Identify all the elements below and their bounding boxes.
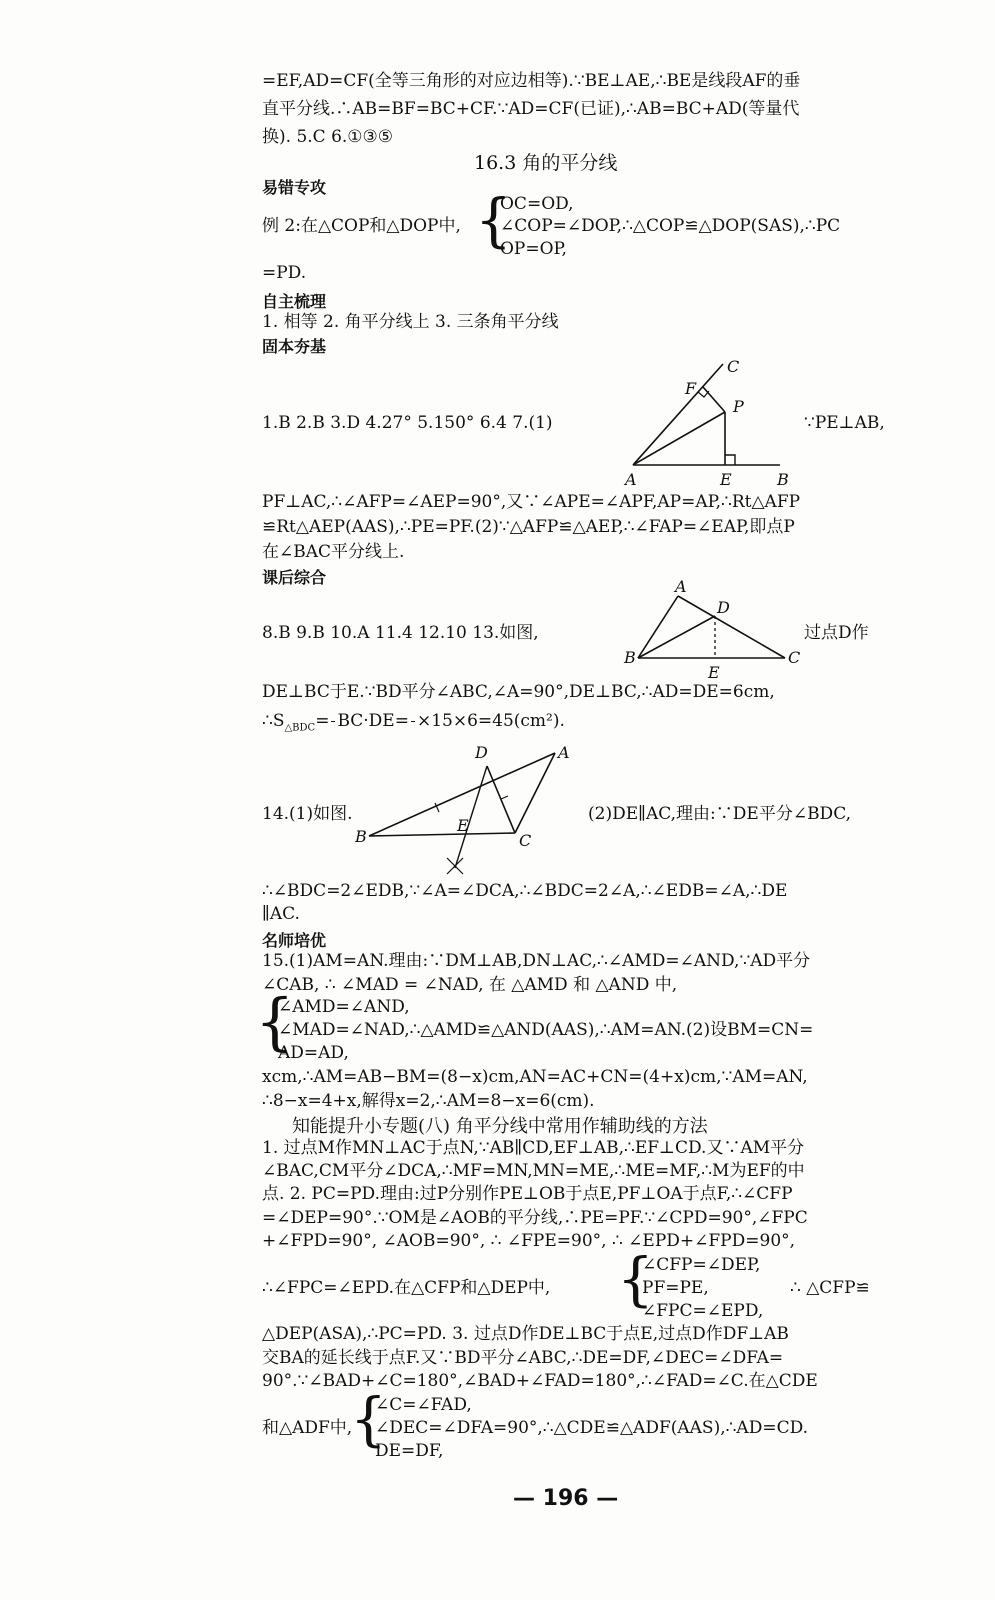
heading-guben: 固本夯基 — [262, 337, 327, 356]
heading-zizhu: 自主梳理 — [262, 292, 327, 311]
page-number: — 196 — — [513, 1486, 619, 1511]
text-line: ∠CFP=∠DEP, — [642, 1255, 761, 1275]
text-line: ∴8−x=4+x,解得x=2,∴AM=8−x=6(cm). — [262, 1091, 595, 1111]
label-B: B — [777, 470, 789, 489]
label-A: A — [625, 470, 637, 489]
text-line: 1. 过点M作MN⊥AC于点N,∵AB∥CD,EF⊥AB,∴EF⊥CD.又∵AM平分 — [262, 1138, 805, 1158]
text-line: +∠FPD=90°, ∠AOB=90°, ∴ ∠FPE=90°, ∴ ∠EPD+∠FPD=90°, — [262, 1231, 796, 1251]
text-line: (2)DE∥AC,理由:∵DE平分∠BDC, — [588, 804, 851, 824]
text-line: 换). 5.C 6.①③⑤ — [262, 127, 394, 147]
text-line: ∠MAD=∠NAD,∴△AMD≌△AND(AAS),∴AM=AN.(2)设BM=CN= — [278, 1020, 814, 1040]
text-line: ≌Rt△AEP(AAS),∴PE=PF.(2)∵△AFP≌△AEP,∴∠FAP=∠EAP,即点P — [262, 517, 795, 537]
text: = — [315, 711, 330, 731]
brace: { — [350, 1385, 387, 1453]
figure-q7 — [615, 352, 805, 492]
text-line: ∠AMD=∠AND, — [278, 997, 410, 1017]
text-line: 14.(1)如图. — [262, 804, 353, 824]
label-D: D — [717, 598, 730, 617]
text-line: OP=OP, — [500, 239, 567, 259]
text-line: ∴∠BDC=2∠EDB,∵∠A=∠DCA,∴∠BDC=2∠A,∴∠EDB=∠A,∴DE — [262, 881, 788, 901]
label-E: E — [720, 470, 732, 489]
text-line: ∠DEC=∠DFA=90°,∴△CDE≌△ADF(AAS),∴AD=CD. — [375, 1418, 809, 1438]
text-line: 点. 2. PC=PD.理由:过P分别作PE⊥OB于点E,PF⊥OA于点F,∴∠CFP — [262, 1184, 793, 1204]
text-line: ∠BAC,CM平分∠DCA,∴MF=MN,MN=ME,∴ME=MF,∴M为EF的中 — [262, 1161, 805, 1181]
text-line: 直平分线.∴AB=BF=BC+CF.∵AD=CF(已证),∴AB=BC+AD(等量代 — [262, 99, 800, 119]
numerator — [411, 721, 415, 722]
label-B: B — [624, 648, 636, 667]
text-line: 例 2:在△COP和△DOP中, — [262, 216, 461, 236]
text-line: ∠FPC=∠EPD, — [642, 1301, 764, 1321]
label-C: C — [788, 648, 801, 667]
label-E: E — [457, 816, 469, 835]
heading-kehou: 课后综合 — [262, 568, 327, 587]
text-line: 和△ADF中, — [262, 1418, 353, 1438]
text-line: PF⊥AC,∴∠AFP=∠AEP=90°,又∵∠APE=∠APF,AP=AP,∴Rt△AFP — [262, 492, 801, 512]
text-line: ∠COP=∠DOP,∴△COP≌△DOP(SAS),∴PC — [500, 216, 841, 236]
text-line: 8.B 9.B 10.A 11.4 12.10 13.如图, — [262, 623, 539, 643]
text-line: AD=AD, — [278, 1043, 349, 1063]
heading-yicuo: 易错专攻 — [262, 178, 327, 197]
label-A: A — [675, 580, 687, 596]
text-line: 15.(1)AM=AN.理由:∵DM⊥AB,DN⊥AC,∴∠AMD=∠AND,∵AD平分 — [262, 951, 811, 971]
numerator — [331, 721, 335, 722]
text-line: 1. 相等 2. 角平分线上 3. 三条角平分线 — [262, 312, 559, 332]
subscript: △BDC — [284, 722, 316, 734]
text-line: =∠DEP=90°.∵OM是∠AOB的平分线,∴PE=PF.∵∠CPD=90°,∠FPC — [262, 1208, 808, 1228]
text-line: 90°.∵∠BAD+∠C=180°,∠BAD+∠FAD=180°,∴∠FAD=∠C.在△CDE — [262, 1371, 818, 1391]
heading-mingshi: 名师培优 — [262, 931, 327, 950]
text-line: xcm,∴AM=AB−BM=(8−x)cm,AN=AC+CN=(4+x)cm,∵AM=AN, — [262, 1067, 808, 1087]
text-line: =EF,AD=CF(全等三角形的对应边相等).∵BE⊥AE,∴BE是线段AF的垂 — [262, 71, 801, 91]
text-line: ∠CAB, ∴ ∠MAD = ∠NAD, 在 △AMD 和 △AND 中, — [262, 975, 678, 995]
text-line: ∠C=∠FAD, — [375, 1395, 472, 1415]
brace: { — [255, 985, 295, 1058]
figure-q14 — [355, 738, 570, 878]
text-line: 过点D作 — [804, 623, 869, 643]
text-line — [262, 710, 565, 739]
label-A: A — [558, 743, 570, 762]
fraction — [411, 721, 415, 722]
text-line: ∥AC. — [262, 904, 300, 924]
label-F: F — [685, 379, 697, 398]
text: ×15×6=45(cm²). — [416, 711, 565, 731]
text-line: △DEP(ASA),∴PC=PD. 3. 过点D作DE⊥BC于点E,过点D作DF⊥AB — [262, 1324, 789, 1344]
label-P: P — [733, 397, 744, 416]
text-line: PF=PE, — [642, 1278, 709, 1298]
label-C: C — [727, 357, 740, 376]
text-line: ∴ △CFP≌ — [790, 1278, 870, 1298]
text-line: =PD. — [262, 263, 307, 283]
text-line: DE⊥BC于E.∵BD平分∠ABC,∠A=90°,DE⊥BC,∴AD=DE=6cm, — [262, 682, 775, 702]
text: ∴S — [262, 711, 285, 731]
text-line: 1.B 2.B 3.D 4.27° 5.150° 6.4 7.(1) — [262, 413, 553, 433]
label-B: B — [355, 827, 367, 846]
section-title: 16.3 角的平分线 — [474, 152, 618, 174]
text-line: ∵PE⊥AB, — [804, 413, 885, 433]
text-line: 交BA的延长线于点F.又∵BD平分∠ABC,∴DE=DF,∠DEC=∠DFA= — [262, 1348, 784, 1368]
text: BC·DE= — [337, 711, 409, 731]
label-D: D — [475, 743, 488, 762]
text-line: DE=DF, — [375, 1441, 444, 1461]
text-line: ∴∠FPC=∠EPD.在△CFP和△DEP中, — [262, 1278, 551, 1298]
topic-title: 知能提升小专题(八) 角平分线中常用作辅助线的方法 — [292, 1116, 708, 1137]
figure-q13 — [620, 580, 810, 685]
text-line: 在∠BAC平分线上. — [262, 542, 405, 562]
fraction — [331, 721, 335, 722]
label-E: E — [708, 663, 720, 682]
label-C: C — [519, 831, 532, 850]
brace: { — [617, 1245, 654, 1313]
text-line: OC=OD, — [500, 194, 574, 214]
brace: { — [475, 186, 512, 254]
